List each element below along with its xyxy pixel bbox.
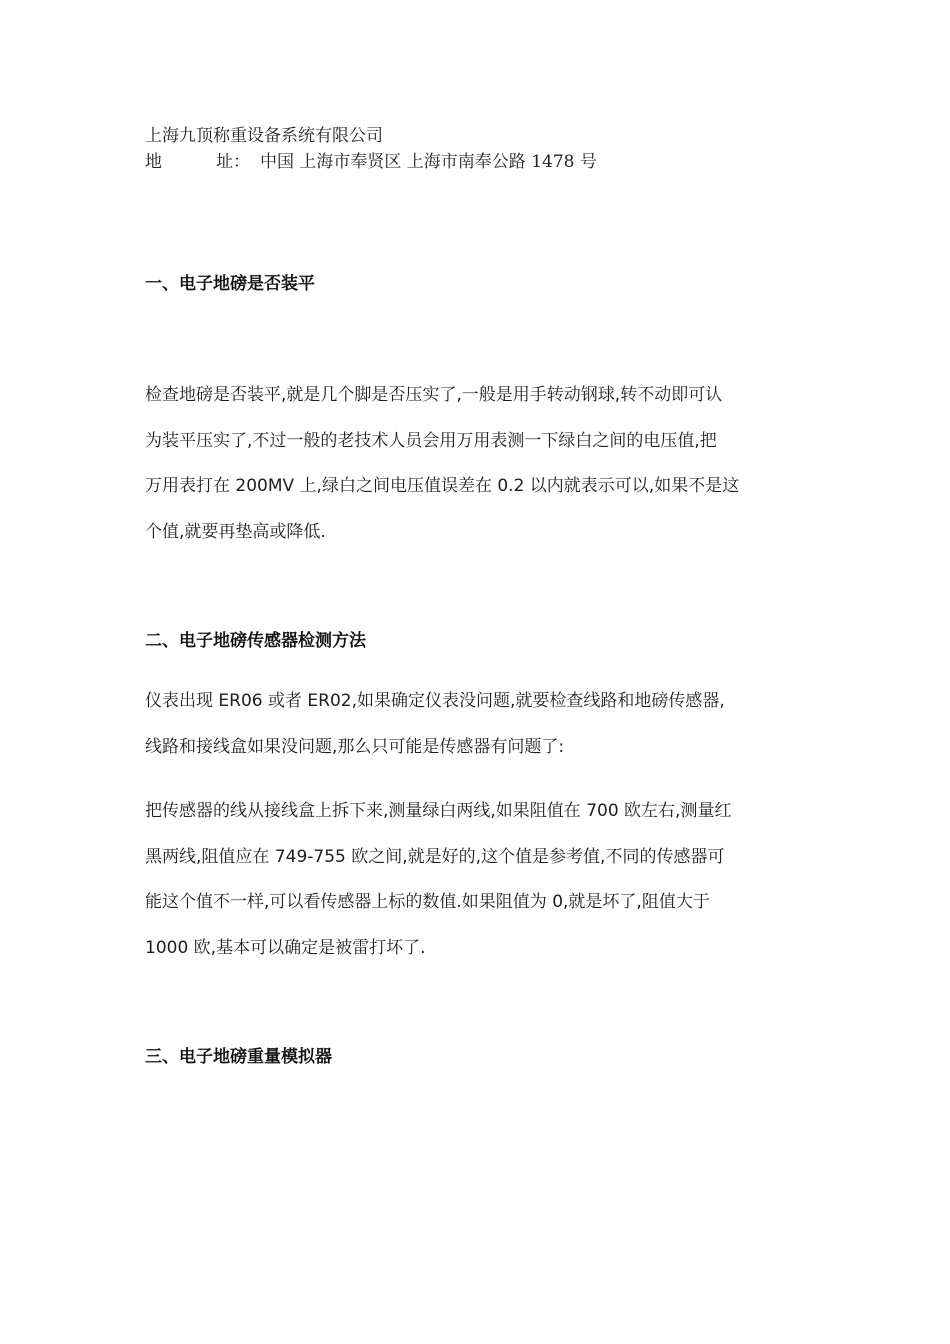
paragraph-line: 个值,就要再垫高或降低. xyxy=(145,521,326,542)
paragraph-line: 万用表打在 200MV 上,绿白之间电压值误差在 0.2 以内就表示可以,如果不是这 xyxy=(145,476,740,496)
paragraph-line: 黑两线,阻值应在 749-755 欧之间,就是好的,这个值是参考值,不同的传感器可 xyxy=(145,846,725,867)
company-name-text: 上海九顶称重设备系统有限公司 xyxy=(145,126,383,146)
address-label xyxy=(145,151,250,173)
section-heading-2: 二、电子地磅传感器检测方法 xyxy=(145,631,366,651)
section-1-paragraph-1 xyxy=(145,373,810,555)
company-address xyxy=(145,151,597,173)
section-2-paragraph-2 xyxy=(145,789,810,971)
paragraph-line: 能这个值不一样,可以看传感器上标的数值.如果阻值为 0,就是坏了,阻值大于 xyxy=(145,892,710,912)
paragraph-line: 线路和接线盒如果没问题,那么只可能是传感器有问题了: xyxy=(145,736,565,757)
address-value: 中国 上海市奉贤区 上海市南奉公路 1478 号 xyxy=(260,152,597,172)
address-label-second: 址： xyxy=(216,152,250,172)
paragraph-line: 1000 欧,基本可以确定是被雷打坏了. xyxy=(145,937,426,958)
paragraph-line: 把传感器的线从接线盒上拆下来,测量绿白两线,如果阻值在 700 欧左右,测量红 xyxy=(145,801,732,821)
address-label-first: 地 xyxy=(145,152,162,172)
section-heading-1: 一、电子地磅是否装平 xyxy=(145,274,315,294)
paragraph-line: 为装平压实了,不过一般的老技术人员会用万用表测一下绿白之间的电压值,把 xyxy=(145,430,717,451)
section-2-paragraph-1 xyxy=(145,679,810,770)
paragraph-line: 检查地磅是否装平,就是几个脚是否压实了,一般是用手转动钢球,转不动即可认 xyxy=(145,385,723,405)
company-name xyxy=(145,125,383,147)
section-heading-3: 三、电子地磅重量模拟器 xyxy=(145,1047,332,1067)
paragraph-line: 仪表出现 ER06 或者 ER02,如果确定仪表没问题,就要检查线路和地磅传感器, xyxy=(145,691,725,711)
